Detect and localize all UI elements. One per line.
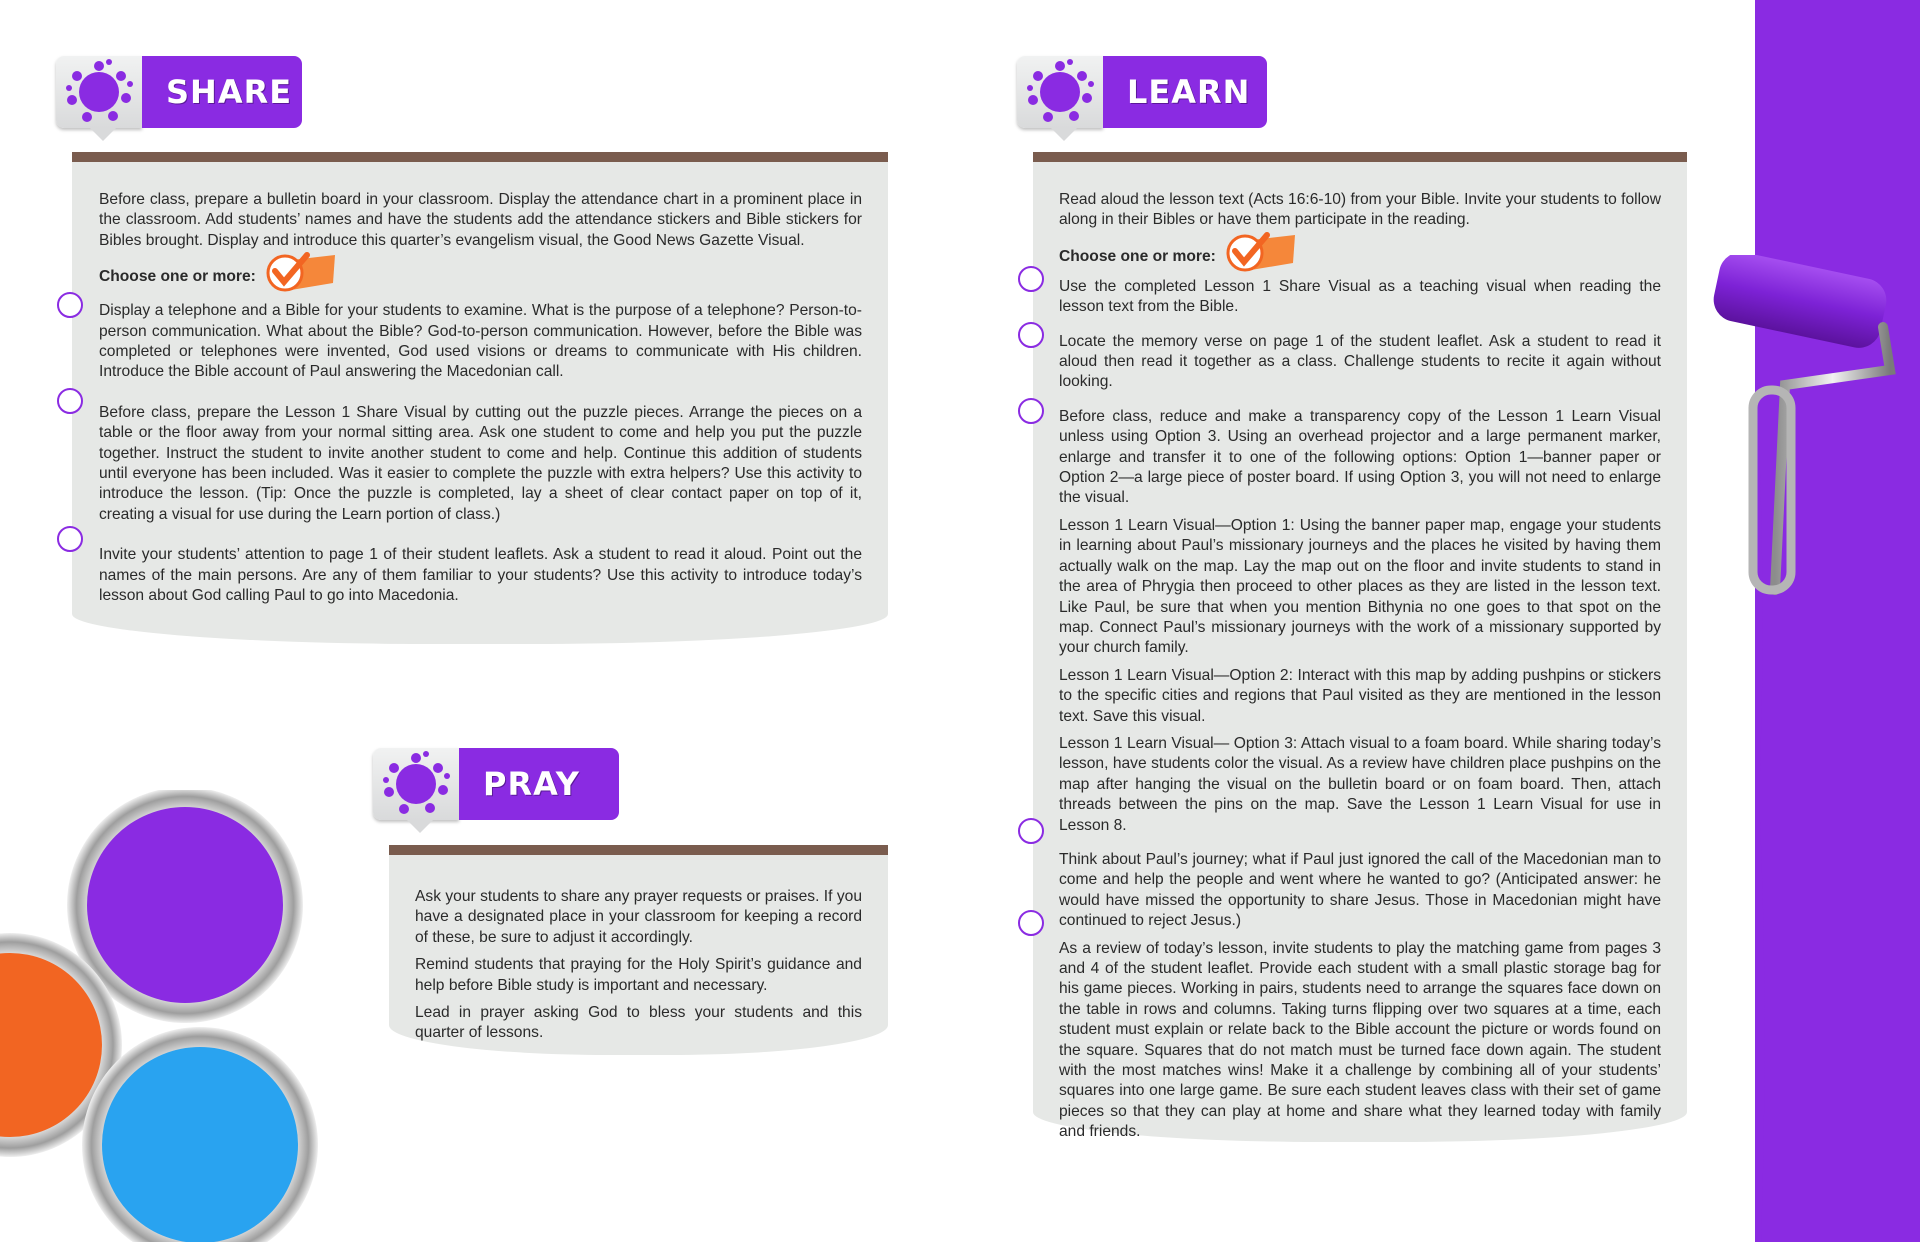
- learn-title: LEARN: [1103, 56, 1267, 128]
- checkmark-icon: [1225, 231, 1297, 275]
- option-circle-icon[interactable]: [1018, 322, 1044, 348]
- option-circle-icon[interactable]: [1018, 266, 1044, 292]
- option-circle-icon[interactable]: [1018, 910, 1044, 936]
- share-badge: [56, 56, 142, 128]
- pray-paragraph-1: Ask your students to share any prayer requests or praises. If you have a designated place in your classroom for keeping a record of these, be sure to adjust it accordingly.: [415, 888, 862, 946]
- pray-title: PRAY: [459, 748, 619, 820]
- share-panel: [72, 152, 888, 644]
- pray-badge: [373, 748, 459, 820]
- learn-choose-label: Choose one or more:: [1059, 247, 1216, 265]
- checkmark-icon: [265, 251, 337, 295]
- option-circle-icon[interactable]: [57, 388, 83, 414]
- pray-paragraph-2: Remind students that praying for the Holy Spirit’s guidance and help before Bible study is important and necessary.: [415, 956, 862, 994]
- option-circle-icon[interactable]: [57, 526, 83, 552]
- learn-option-4: Think about Paul’s journey; what if Paul just ignored the call of the Macedonian man to come and help the people and went where he wanted to go? (Anticipated answer: he would have missed the opportunity to share Jesus. Those in Macedonian might have continued to reject Jesus.): [1059, 850, 1661, 930]
- learn-option-5: As a review of today’s lesson, invite students to play the matching game from pages 3 and 4 of the student leaflet. Provide each student with a small plastic storage bag for his game pieces. Working in pairs, students need to arrange the squares face down on the table in rows and columns. Taking turns flipping over two squares at a time, each student must explain or relate back to the Bible account the picture or words found on the square. Squares that do not match must be turned face down again. The student with the most matches wins! Make it a challenge by combining all of your students’ squares into one large game. Be sure each student leaves class with their set of game pieces so that they can play at home and share what they learned today with family and friends.: [1059, 939, 1661, 1141]
- share-option-1: Display a telephone and a Bible for your students to examine. What is the purpose of a telephone? Person-to-person communication. What about the Bible? God-to-person communication. However, before the Bible was completed or telephones were invented, God used visions or dreams to communicate with His children. Introduce the Bible account of Paul answering the Macedonian call.: [99, 302, 862, 381]
- learn-intro: Read aloud the lesson text (Acts 16:6-10) from your Bible. Invite your students to follow along in their Bibles or have them participate in the reading.: [1059, 191, 1661, 229]
- learn-choose-row: [1059, 247, 1661, 277]
- share-title: SHARE: [142, 56, 302, 128]
- share-choose-row: [99, 267, 862, 297]
- share-option-3: Invite your students’ attention to page 1 of their student leaflets. Ask a student to read it aloud. Point out the names of the main persons. Are any of them familiar to your students? Use this activity to introduce today’s lesson about God calling Paul to go into Macedonia.: [99, 546, 862, 605]
- paint-can-icon: [0, 790, 340, 1242]
- learn-option-3-sub-3: Lesson 1 Learn Visual— Option 3: Attach visual to a foam board. While sharing today’s lesson, have students color the visual. As a review have children place pushpins on the map after hanging the visual on the bulletin board or on foam board. Then, attach threads between the pins on the map. Save the Lesson 1 Learn Visual for use in Lesson 8.: [1059, 734, 1661, 834]
- share-option-2: Before class, prepare the Lesson 1 Share Visual by cutting out the puzzle pieces. Arrange the pieces on a table or the floor away from your normal sitting area. Ask one student to come and help you put the puzzle together. Instruct the student to invite another student to come and help. Continue this addition of students until everyone has been included. Was it easier to complete the puzzle with extra helpers? Use this activity to introduce the lesson. (Tip: Once the puzzle is completed, lay a sheet of clear contact paper on top of it, creating a visual for use during the Learn portion of class.): [99, 403, 862, 523]
- splat-icon: [56, 56, 142, 128]
- learn-option-3-sub-1: Lesson 1 Learn Visual—Option 1: Using the banner paper map, engage your students in learning about Paul’s missionary journeys and the places he visited by having them actually walk on the map. Lay the map out on the floor and invite students to stand in the area of Phrygia then proceed to other places as they are listed in the lesson text. Like Paul, be sure that when you mention Bithynia no one goes to that spot on the map. Connect Paul’s missionary journeys with the work of a missionary supported by your church family.: [1059, 516, 1661, 657]
- splat-icon: [373, 748, 459, 820]
- option-circle-icon[interactable]: [57, 292, 83, 318]
- pray-paragraph-3: Lead in prayer asking God to bless your students and this quarter of lessons.: [415, 1004, 862, 1042]
- splat-icon: [1017, 56, 1103, 128]
- paint-roller-icon: [1705, 255, 1905, 605]
- learn-panel: [1033, 152, 1687, 1142]
- learn-badge: [1017, 56, 1103, 128]
- paint-band-brush-edge: [1733, 0, 1773, 1242]
- share-choose-label: Choose one or more:: [99, 268, 256, 286]
- learn-option-1: Use the completed Lesson 1 Share Visual as a teaching visual when reading the lesson text from the Bible.: [1059, 277, 1661, 316]
- learn-option-3-sub-2: Lesson 1 Learn Visual—Option 2: Interact with this map by adding pushpins or stickers to the specific cities and regions that Paul visited as they are mentioned in the lesson text. Save this visual.: [1059, 666, 1661, 725]
- pray-panel: [389, 845, 888, 1055]
- learn-option-2: Locate the memory verse on page 1 of the student leaflet. Ask a student to read it aloud then read it together as a class. Challenge students to recite it again without looking.: [1059, 332, 1661, 391]
- option-circle-icon[interactable]: [1018, 398, 1044, 424]
- option-circle-icon[interactable]: [1018, 818, 1044, 844]
- learn-option-3: Before class, reduce and make a transparency copy of the Lesson 1 Learn Visual unless using Option 3. Using an overhead projector and a large permanent marker, enlarge and transfer it to one of the following options: Option 1—banner paper or Option 2—a large piece of poster board. If using Option 3, you will not need to enlarge the visual.: [1059, 407, 1661, 507]
- share-intro: Before class, prepare a bulletin board in your classroom. Display the attendance chart in a prominent place in the classroom. Add students’ names and have the students add the attendance stickers and Bible stickers for Bibles brought. Display and introduce this quarter’s evangelism visual, the Good News Gazette Visual.: [99, 191, 862, 249]
